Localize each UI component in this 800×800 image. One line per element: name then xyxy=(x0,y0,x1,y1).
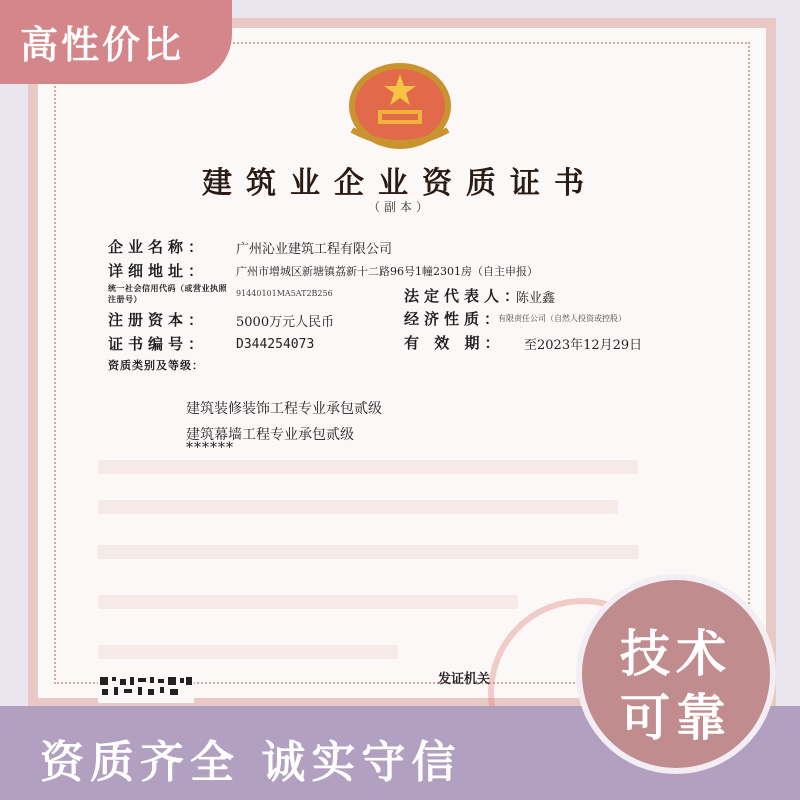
certificate-subtitle: （副本） xyxy=(367,200,432,214)
validity-label: 有 效 期： xyxy=(404,334,505,352)
faded-text-line xyxy=(98,460,638,474)
cert-no-value: D344254073 xyxy=(236,337,315,352)
capital-label: 注册资本： xyxy=(108,311,209,329)
legal-rep-value: 陈业鑫 xyxy=(516,291,556,306)
promo-circle-badge xyxy=(576,574,776,774)
credit-code-label: 统一社会信用代码（或营业执照注册号） xyxy=(108,284,227,304)
promo-badge-text: 高性价比 xyxy=(20,23,185,67)
certificate-title: 建筑业企业资质证书 xyxy=(202,166,598,201)
faded-text-line xyxy=(98,500,618,514)
capital-value: 5000万元人民币 xyxy=(236,315,335,330)
cert-no-label: 证书编号： xyxy=(108,335,209,353)
promo-banner-text: 资质齐全 诚实守信 xyxy=(40,737,462,788)
address-value: 广州市增城区新塘镇荔新十二路96号1幢2301房（自主申报） xyxy=(236,265,538,278)
circle-badge-line2: 可靠 xyxy=(620,689,732,747)
circle-badge-line1: 技术 xyxy=(620,625,732,683)
promo-badge-top xyxy=(0,0,232,84)
faded-text-line xyxy=(98,595,518,609)
economic-type-value: 有限责任公司（自然人投资或控股） xyxy=(498,314,626,323)
company-name-value: 广州沁业建筑工程有限公司 xyxy=(236,242,393,257)
company-name-label: 企业名称： xyxy=(108,238,209,256)
faded-text-line xyxy=(98,645,398,659)
credit-code-value: 91440101MA5AT2B256 xyxy=(236,289,333,298)
faded-text-line xyxy=(98,545,638,559)
economic-type-label: 经济性质： xyxy=(404,310,505,328)
scope-end-marker: ****** xyxy=(186,440,234,456)
scope-item: 建筑幕墙工程专业承包贰级 xyxy=(186,427,354,443)
qualification-label: 资质类别及等级： xyxy=(108,359,204,372)
scope-item: 建筑装修装饰工程专业承包贰级 xyxy=(186,401,382,417)
issuer-label: 发证机关 xyxy=(438,672,491,687)
address-label: 详细地址： xyxy=(108,262,209,280)
national-emblem-icon xyxy=(320,60,480,150)
barcode-icon xyxy=(98,675,194,703)
legal-rep-label: 法定代表人： xyxy=(404,287,525,305)
validity-value: 至2023年12月29日 xyxy=(524,338,643,353)
